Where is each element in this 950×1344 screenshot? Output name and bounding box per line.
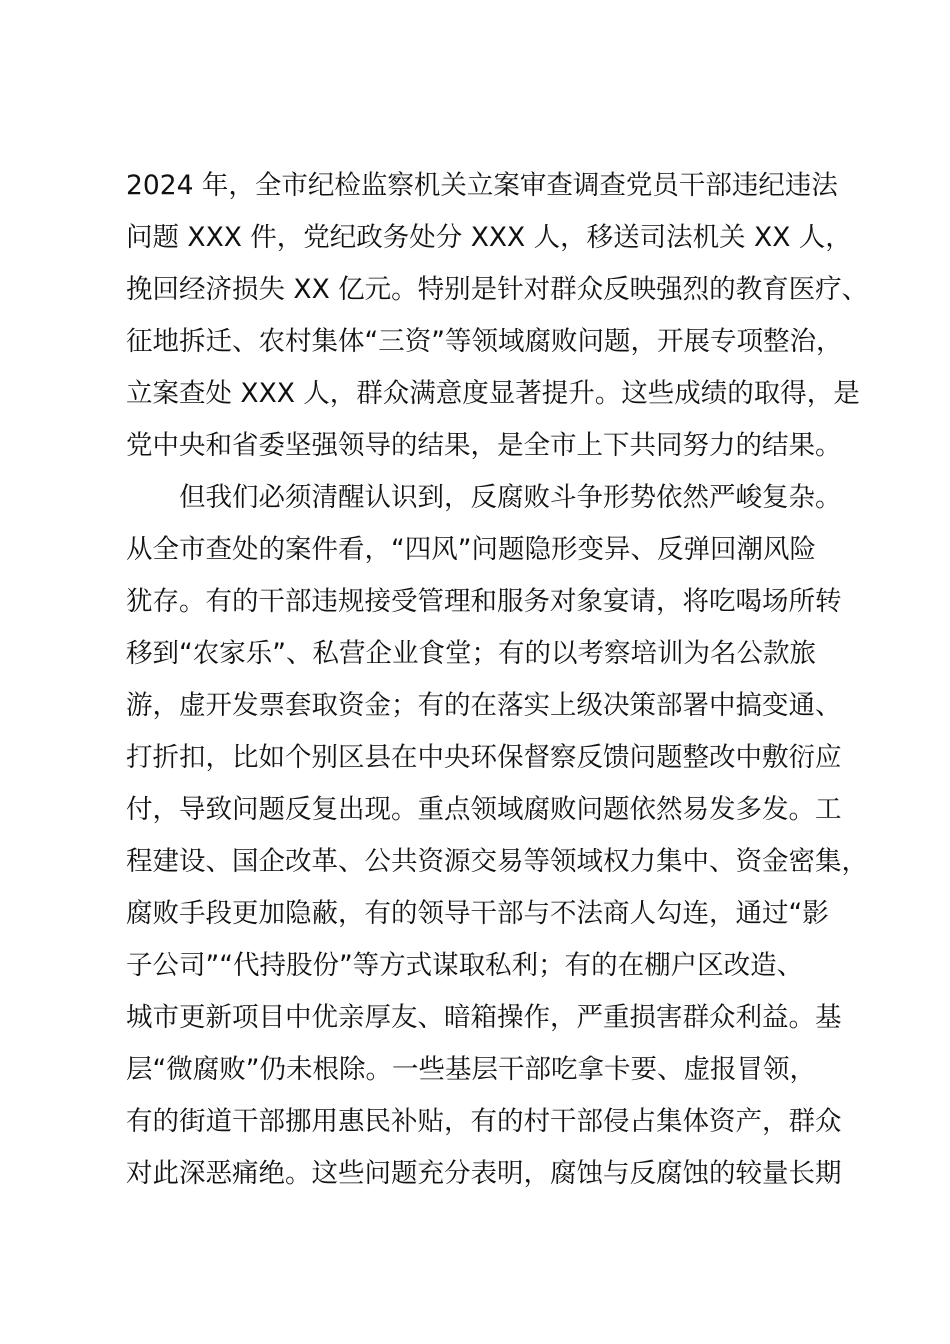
text-line: 对此深恶痛绝。这些问题充分表明，腐蚀与反腐蚀的较量长期 [126, 1158, 842, 1189]
text-line: 层“微腐败”仍未根除。一些基层干部吃拿卡要、虚报冒领， [126, 1054, 816, 1085]
text-line: 挽回经济损失 XX 亿元。特别是针对群众反映强烈的教育医疗、 [126, 274, 869, 305]
text-line: 腐败手段更加隐蔽，有的领导干部与不法商人勾连，通过“影 [126, 898, 829, 929]
text-line: 程建设、国企改革、公共资源交易等领域权力集中、资金密集， [126, 846, 868, 877]
text-line: 移到“农家乐”、私营企业食堂；有的以考察培训为名公款旅 [126, 638, 816, 669]
paragraph-start-line: 但我们必须清醒认识到，反腐败斗争形势依然严峻复杂。 [126, 482, 842, 513]
text-line: 征地拆迁、农村集体“三资”等领域腐败问题，开展专项整治， [126, 326, 843, 357]
text-line: 从全市查处的案件看，“四风”问题隐形变异、反弹回潮风险 [126, 534, 816, 565]
text-line: 有的街道干部挪用惠民补贴，有的村干部侵占集体资产，群众 [126, 1106, 842, 1137]
text-line: 党中央和省委坚强领导的结果，是全市上下共同努力的结果。 [126, 430, 842, 461]
text-line: 问题 XXX 件，党纪政务处分 XXX 人，移送司法机关 XX 人， [126, 222, 852, 253]
text-line: 城市更新项目中优亲厚友、暗箱操作，严重损害群众利益。基 [126, 1002, 842, 1033]
text-line: 犹存。有的干部违规接受管理和服务对象宴请，将吃喝场所转 [126, 586, 842, 617]
text-line: 2024 年，全市纪检监察机关立案审查调查党员干部违纪违法 [126, 170, 838, 201]
text-line: 子公司”“代持股份”等方式谋取私利；有的在棚户区改造、 [126, 950, 804, 981]
body-text [126, 160, 869, 1200]
text-line: 打折扣，比如个别区县在中央环保督察反馈问题整改中敷衍应 [126, 742, 842, 773]
text-line: 付，导致问题反复出现。重点领域腐败问题依然易发多发。工 [126, 794, 842, 825]
text-line: 游，虚开发票套取资金；有的在落实上级决策部署中搞变通、 [126, 690, 842, 721]
text-line: 立案查处 XXX 人，群众满意度显著提升。这些成绩的取得，是 [126, 378, 860, 409]
